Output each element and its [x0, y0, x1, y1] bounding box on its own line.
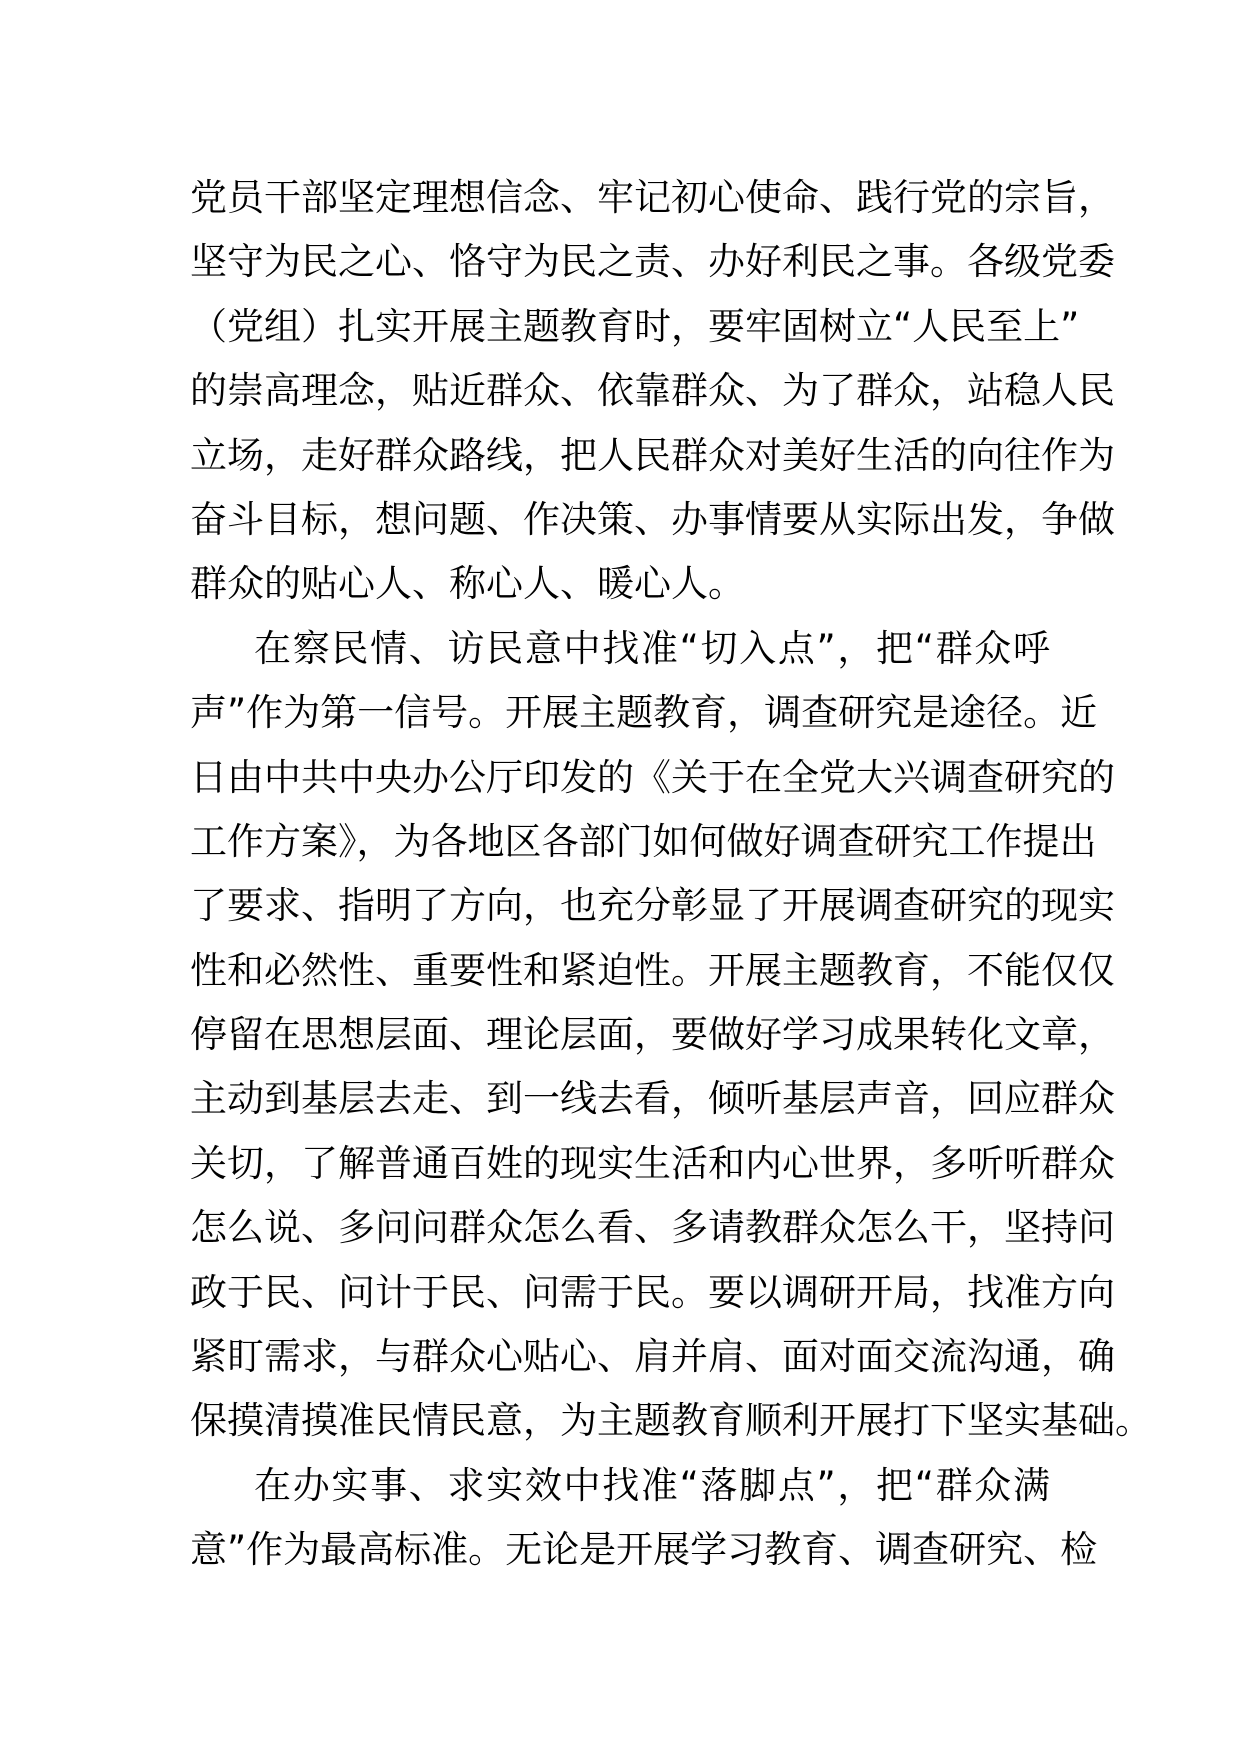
text-line: 坚守为民之心、恪守为民之责、办好利民之事。各级党委	[190, 240, 1115, 284]
text-line: 群众的贴心人、称心人、暖心人。	[190, 562, 745, 606]
text-line: 关切，了解普通百姓的现实生活和内心世界，多听听群众	[190, 1141, 1115, 1185]
text-line: 日由中共中央办公厅印发的《关于在全党大兴调查研究的	[190, 755, 1115, 799]
text-line: 怎么说、多问问群众怎么看、多请教群众怎么干，坚持问	[190, 1206, 1115, 1250]
text-line: 意”作为最高标准。无论是开展学习教育、调查研究、检	[190, 1528, 1098, 1572]
paragraph-first-line: 在察民情、访民意中找准“切入点”，把“群众呼	[254, 626, 1050, 670]
text-line: 主动到基层去走、到一线去看，倾听基层声音，回应群众	[190, 1077, 1115, 1121]
text-line: 性和必然性、重要性和紧迫性。开展主题教育，不能仅仅	[190, 948, 1115, 992]
paragraph-first-line: 在办实事、求实效中找准“落脚点”，把“群众满	[254, 1463, 1050, 1507]
text-line: 停留在思想层面、理论层面，要做好学习成果转化文章，	[190, 1013, 1115, 1057]
text-line: 立场，走好群众路线，把人民群众对美好生活的向往作为	[190, 433, 1115, 477]
text-line: 工作方案》，为各地区各部门如何做好调查研究工作提出	[190, 819, 1097, 863]
text-line: 声”作为第一信号。开展主题教育，调查研究是途径。近	[190, 691, 1098, 735]
text-line: 的崇高理念，贴近群众、依靠群众、为了群众，站稳人民	[190, 369, 1115, 413]
text-line: 了要求、指明了方向，也充分彰显了开展调查研究的现实	[190, 884, 1115, 928]
body-text	[190, 166, 1152, 1583]
text-line: 党员干部坚定理想信念、牢记初心使命、践行党的宗旨，	[190, 176, 1115, 219]
text-line: 政于民、问计于民、问需于民。要以调研开局，找准方向	[190, 1270, 1115, 1314]
text-line: 紧盯需求，与群众心贴心、肩并肩、面对面交流沟通，确	[190, 1335, 1115, 1379]
text-line: 保摸清摸准民情民意，为主题教育顺利开展打下坚实基础。	[190, 1399, 1152, 1443]
text-line: 奋斗目标，想问题、作决策、办事情要从实际出发，争做	[190, 497, 1115, 541]
text-line: （党组）扎实开展主题教育时，要牢固树立“人民至上”	[190, 304, 1080, 348]
